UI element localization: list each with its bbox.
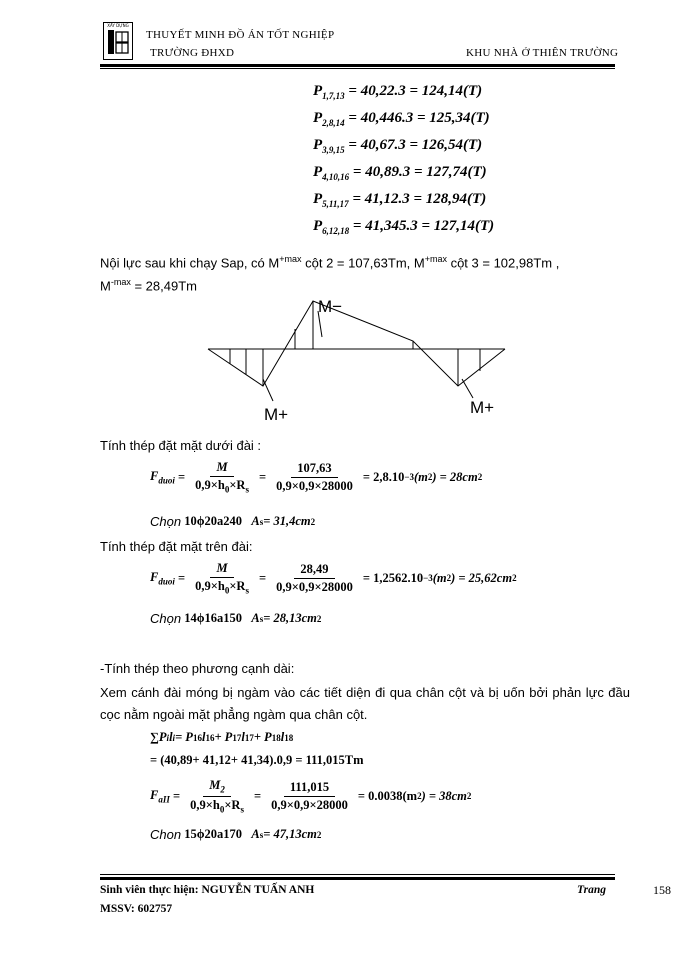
leader-left <box>263 379 273 401</box>
header-divider-thin <box>100 68 615 69</box>
equation-top-steel: $F_{duoi}$ = $\frac{M}{0,9\times h_0\times R_s}$ = $\frac{28,49}{0,9\times 0,9\times 28000}$ = 1,2562.10 −3 (m 2 ) = 25,62cm 2 <box>150 561 517 596</box>
load-eq-4: $P_{4,10,16} = 40,89.3 = 127,74(T)$ <box>313 164 487 182</box>
steel-top-heading: Tính thép đặt mặt trên đài: <box>100 539 253 554</box>
long-side-heading: -Tính thép theo phương cạnh dài: <box>100 661 295 676</box>
moment-diagram <box>200 290 520 425</box>
equation-long-side: $F_{aII}$ = $\frac{M_2}{0,9\times h_0\times R_s}$ = $\frac{111,015}{0,9\times 0,9\times 28000}$ = 0.0038(m 2 ) = 38cm 2 <box>150 778 472 814</box>
load-eq-3: $P_{3,9,15} = 40,67.3 = 126,54(T)$ <box>313 137 483 155</box>
load-eq-2: $P_{2,8,14} = 40,446.3 = 125,34(T)$ <box>313 110 490 128</box>
header-school: TRƯỜNG ĐHXD <box>150 47 235 59</box>
footer-divider-thick <box>100 877 615 880</box>
choice-bottom-steel: Chọn 10ϕ20a240 A s = 31,4cm 2 <box>150 514 316 529</box>
load-eq-6: $P_{6,12,18} = 41,345.3 = 127,14(T)$ <box>313 218 495 236</box>
footer-page-label: Trang <box>577 884 606 896</box>
header-divider <box>100 64 615 67</box>
label-m-positive-left: M+ <box>264 405 289 424</box>
load-eq-1: $P_{1,7,13} = 40,22.3 = 124,14(T)$ <box>313 83 483 101</box>
choice-long-side: Chon 15ϕ20a170 A s = 47,13cm 2 <box>150 827 322 842</box>
internal-force-paragraph <box>100 251 640 295</box>
footer-mssv: MSSV: 602757 <box>100 903 173 915</box>
choice-top-steel: Chọn 14ϕ16a150 A s = 28,13cm 2 <box>150 611 322 626</box>
moment-curve <box>208 301 505 386</box>
load-equations <box>313 83 494 245</box>
sum-equation-line-2: = (40,89+ 41,12+ 41,34).0,9 = 111,015Tm <box>150 753 364 767</box>
equation-bottom-steel: $F_{duoi}$ = $\frac{M}{0,9\times h_0\times R_s}$ = $\frac{107,63}{0,9\times 0,9\times 28000}$ = 2,8.10 −3 (m 2 ) = 28cm 2 <box>150 460 483 495</box>
header-logo <box>103 22 133 60</box>
internal-force-line-2: $M^{-max} = 28,49Tm$ <box>100 277 197 294</box>
label-m-positive-right: M+ <box>470 398 495 417</box>
footer-page-number: 158 <box>653 883 671 897</box>
label-m-negative: M− <box>318 297 343 316</box>
university-seal-icon <box>105 28 132 58</box>
load-eq-5: $P_{5,11,17} = 41,12.3 = 128,94(T)$ <box>313 191 487 209</box>
header-project: KHU NHÀ Ở THIÊN TRƯỜNG <box>466 47 619 59</box>
logo-caption: XÂY DỰNG <box>107 23 129 28</box>
footer-divider <box>100 874 615 875</box>
internal-force-line-1: Nội lực sau khi chạy Sap, có $M^{+max}$ cột 2 = 107,63Tm, $M^{+max}$ cột 3 = 102,98Tm , <box>100 254 560 271</box>
sum-equation-line-1: ∑P i l i = P 16 l 16 + P 17 l 17 + P 18 l 18 <box>150 730 294 744</box>
long-side-paragraph: Xem cánh đài móng bị ngàm vào các tiết diện đi qua chân cột và bị uốn bởi phản lực đầu cọc nằm ngoài mặt phẳng ngàm qua chân cột. <box>100 685 630 722</box>
steel-bottom-heading: Tính thép đặt mặt dưới đài : <box>100 438 262 453</box>
header-title: THUYẾT MINH ĐỒ ÁN TỐT NGHIỆP <box>146 29 335 41</box>
footer-student: Sinh viên thực hiện: NGUYỄN TUẤN ANH <box>100 884 315 896</box>
leader-right <box>462 379 473 398</box>
